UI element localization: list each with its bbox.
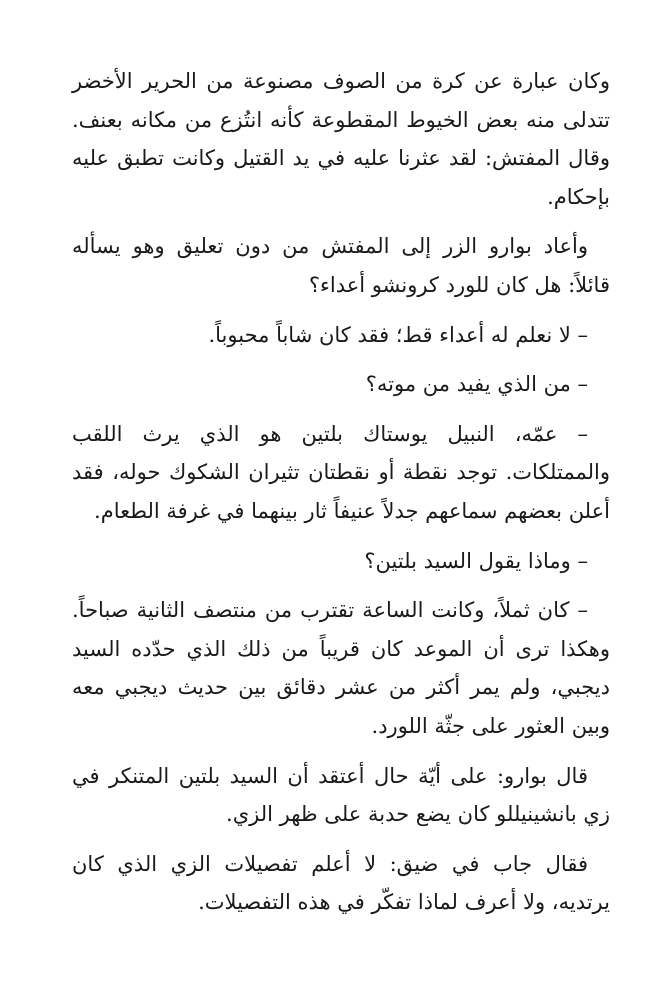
- dialogue-line-3: – عمّه، النبيل يوستاك بلتين هو الذي يرث اللقب والممتلكات. توجد نقطة أو نقطتان تثيران الشكوك حوله، فقد أعلن بعضهم سماعهم جدلاً عنيفاً ثار بينهما في غرفة الطعام.: [72, 421, 610, 523]
- paragraph-2: وأعاد بوارو الزر إلى المفتش من دون تعليق وهو يسأله قائلاً: هل كان للورد كرونشو أعداء؟: [72, 234, 610, 297]
- paragraph-poirot: قال بوارو: على أيّة حال أعتقد أن السيد بلتين المتنكر في زي بانشينيللو كان يضع حدبة على ظهر الزي.: [72, 763, 610, 827]
- dialogue-line-4: – وماذا يقول السيد بلتين؟: [364, 548, 588, 573]
- dialogue-line-1: – لا نعلم له أعداء قط؛ فقد كان شاباً محبوباً.: [208, 322, 588, 347]
- paragraph-1: وكان عبارة عن كرة من الصوف مصنوعة من الحرير الأخضر تتدلى منه بعض الخيوط المقطوعة كأنه انتُزع من مكانه بعنف. وقال المفتش: لقد عثرنا عليه في يد القتيل وكانت تطبق عليه بإحكام.: [72, 69, 610, 209]
- paragraph-japp: فقال جاب في ضيق: لا أعلم تفصيلات الزي الذي كان يرتديه، ولا أعرف لماذا تفكّر في هذه التفصيلات.: [72, 851, 610, 915]
- book-page: [72, 62, 610, 933]
- dialogue-line-5: – كان ثملاً، وكانت الساعة تقترب من منتصف الثانية صباحاً. وهكذا ترى أن الموعد كان قريباً من ذلك الذي حدّده السيد ديجبي، ولم يمر أكثر من عشر دقائق بين حديث ديجبي معه وبين العثور على جثّة اللورد.: [72, 598, 610, 738]
- dialogue-line-2: – من الذي يفيد من موته؟: [365, 372, 588, 397]
